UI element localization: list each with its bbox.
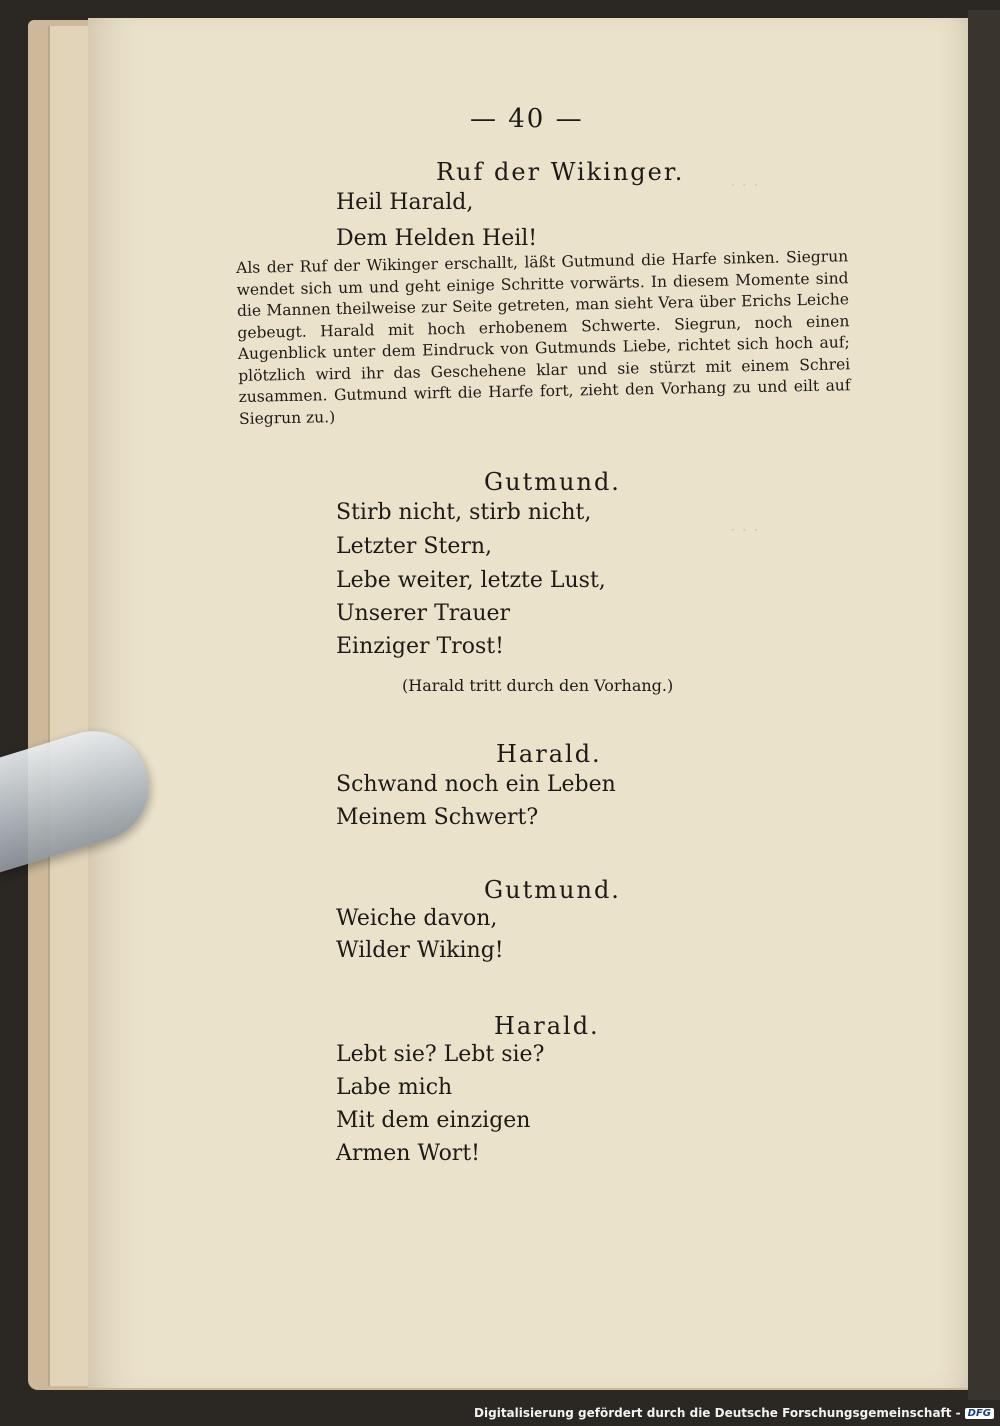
- speaker-gutmund: Gutmund.: [484, 876, 621, 904]
- verse-line: Wilder Wiking!: [336, 938, 504, 963]
- verse-line: Weiche davon,: [336, 906, 498, 931]
- bleed-through-2: · · ·: [730, 520, 759, 541]
- verse-line: Heil Harald,: [336, 190, 474, 215]
- verse-line: Letzter Stern,: [336, 534, 493, 559]
- verse-line: Mit dem einzigen: [336, 1108, 531, 1133]
- verse-line: Armen Wort!: [336, 1141, 481, 1166]
- verse-line: Lebt sie? Lebt sie?: [336, 1042, 545, 1067]
- stage-direction-short: (Harald tritt durch den Vorhang.): [402, 676, 674, 695]
- stage-direction: Als der Ruf der Wikinger erschallt, läßt Gutmund die Harfe sinken. Siegrun wendet sich um und geht einige Schritte vorwärts. In diesem Momente sind die Mannen theilweise zur Seite getreten, man sieht Vera über Erichs Leiche gebeugt. Harald mit hoch erhobenem Schwerte. Siegrun, noch einen Augenblick unter dem Eindruck von Gutmunds Liebe, richtet sich hoch auf; plötzlich wird ihr das Geschehene klar und sie stürzt mit einem Schrei zusammen. Gutmund wirft die Harfe fort, zieht den Vorhang zu und eilt auf Siegrun zu.): [236, 247, 851, 428]
- speaker-gutmund: Gutmund.: [484, 468, 621, 496]
- verse-line: Dem Helden Heil!: [336, 226, 538, 251]
- bleed-through-1: · · ·: [730, 175, 759, 196]
- verse-line: Lebe weiter, letzte Lust,: [336, 568, 606, 593]
- footer-text: Digitalisierung gefördert durch die Deutsche Forschungsgemeinschaft -: [474, 1406, 961, 1420]
- dfg-logo-icon: DFG: [965, 1408, 994, 1419]
- verse-line: Schwand noch ein Leben: [336, 772, 616, 797]
- page-number: — 40 —: [470, 104, 584, 134]
- verse-line: Meinem Schwert?: [336, 805, 539, 830]
- speaker-harald: Harald.: [496, 740, 602, 768]
- verse-line: Labe mich: [336, 1075, 453, 1100]
- book-page: [88, 18, 968, 1388]
- digitization-footer: [474, 1404, 994, 1422]
- speaker-harald: Harald.: [494, 1012, 600, 1040]
- verse-line: Einziger Trost!: [336, 634, 504, 659]
- verse-line: Unserer Trauer: [336, 601, 511, 626]
- book-spine: [968, 10, 1000, 1400]
- speaker-ruf-der-wikinger: Ruf der Wikinger.: [436, 158, 685, 186]
- verse-line: Stirb nicht, stirb nicht,: [336, 500, 592, 525]
